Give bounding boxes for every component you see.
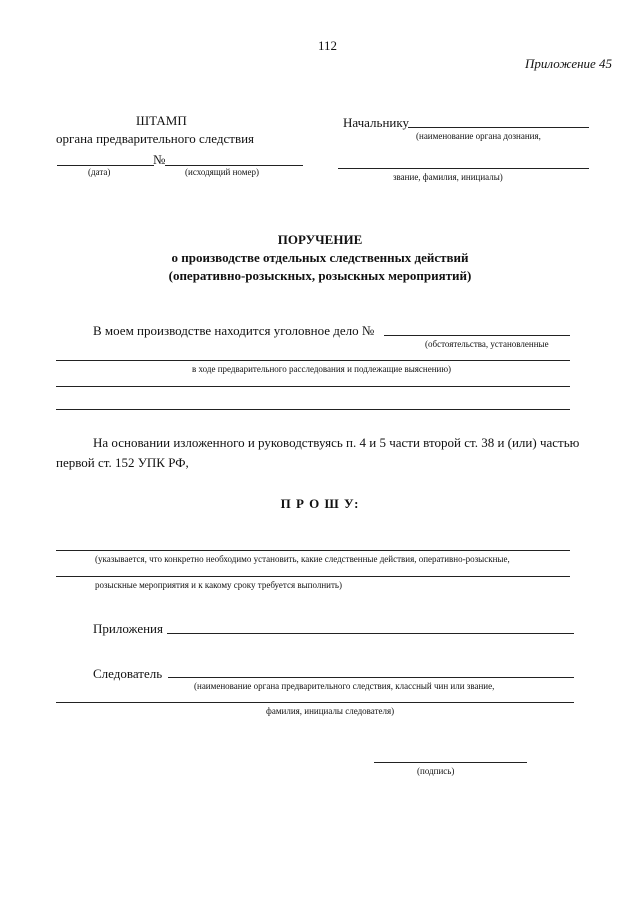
basis-line-2: первой ст. 152 УПК РФ, [56, 455, 189, 470]
attachments-label: Приложения [93, 621, 163, 636]
case-line-1 [56, 360, 570, 361]
document-subtitle-2: (оперативно-розыскных, розыскных мероприятий) [168, 268, 472, 283]
investigator-caption-1: (наименование органа предварительного следствия, классный чин или звание, [194, 681, 495, 691]
request-line-2 [56, 576, 570, 577]
stamp-title: ШТАМП [136, 113, 187, 128]
basis-line-1: На основании изложенного и руководствуясь п. 4 и 5 части второй ст. 38 и (или) частью [93, 435, 580, 450]
investigator-line-2 [56, 702, 574, 703]
signature-caption: (подпись) [417, 766, 455, 776]
request-title: П Р О Ш У: [280, 496, 360, 511]
addressee-line-2 [338, 168, 589, 169]
request-line-1 [56, 550, 570, 551]
case-caption-1: (обстоятельства, установленные [425, 339, 549, 349]
date-line [57, 165, 154, 166]
addressee-label: Начальнику [343, 115, 410, 130]
request-caption-2: розыскные мероприятия и к какому сроку требуется выполнить) [95, 580, 343, 590]
addressee-caption-2: звание, фамилия, инициалы) [393, 172, 503, 182]
investigator-label: Следователь [93, 666, 163, 681]
signature-line [374, 762, 527, 763]
attachments-line [167, 633, 574, 634]
document-title: ПОРУЧЕНИЕ [277, 232, 363, 247]
case-number-line [384, 335, 570, 336]
appendix-label: Приложение 45 [525, 56, 613, 71]
investigator-line-1 [168, 677, 574, 678]
investigator-caption-2: фамилия, инициалы следователя) [266, 706, 395, 716]
addressee-caption-1: (наименование органа дознания, [416, 131, 541, 141]
case-line-3 [56, 409, 570, 410]
case-line-2 [56, 386, 570, 387]
case-caption-2: в ходе предварительного расследования и подлежащие выяснению) [192, 364, 452, 374]
date-caption: (дата) [88, 167, 111, 177]
document-subtitle-1: о производстве отдельных следственных действий [171, 250, 469, 265]
number-sign: № [153, 152, 166, 167]
page-number: 112 [318, 38, 338, 53]
addressee-line [408, 127, 589, 128]
case-text: В моем производстве находится уголовное дело № [93, 323, 375, 338]
request-caption-1: (указывается, что конкретно необходимо установить, какие следственные действия, оперативно-розыскные, [95, 554, 510, 564]
outgoing-number-line [165, 165, 303, 166]
outgoing-number-caption: (исходящий номер) [185, 167, 259, 177]
stamp-subtitle: органа предварительного следствия [56, 131, 255, 146]
